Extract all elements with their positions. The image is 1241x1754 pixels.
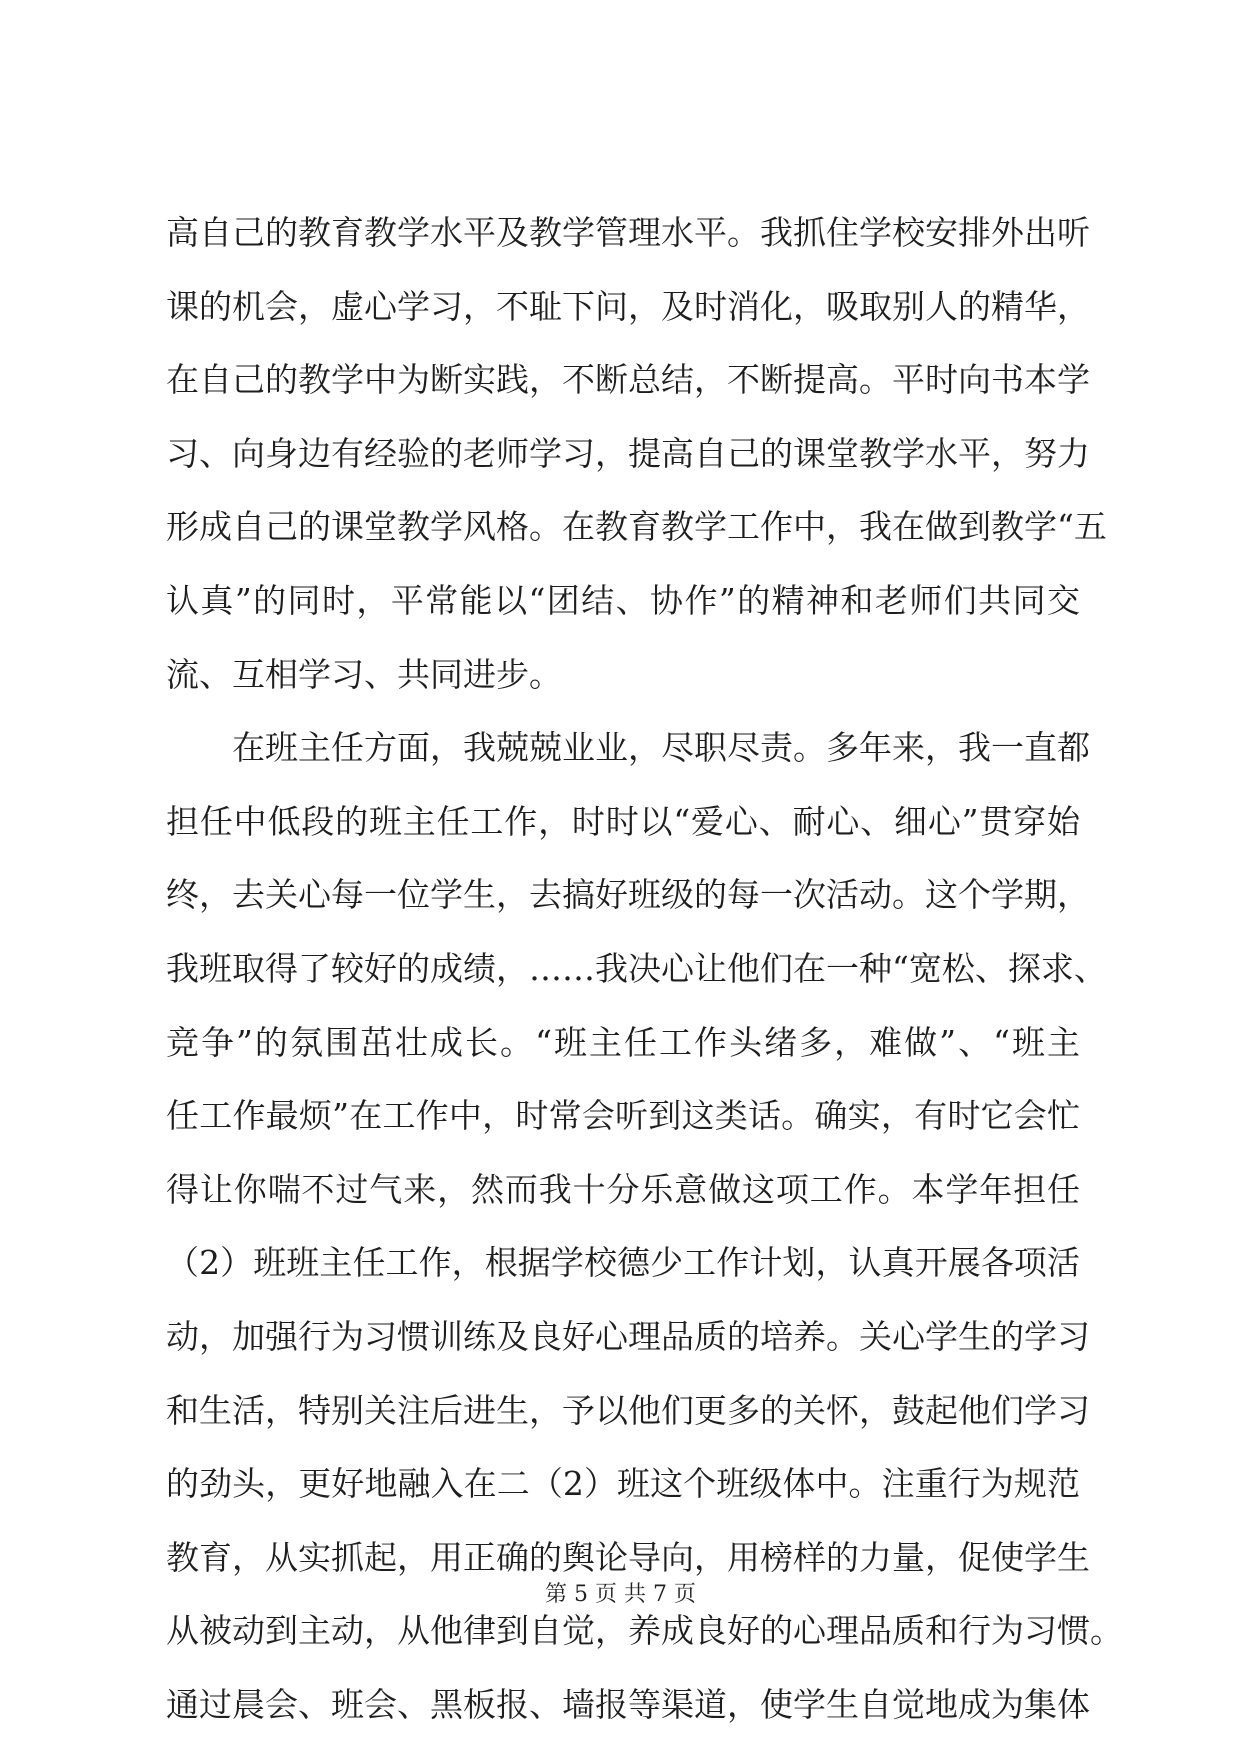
- text-line: 课的机会，虚心学习，不耻下问，及时消化，吸取别人的精华，: [166, 286, 1090, 326]
- text-line: 任工作最烦”在工作中，时常会听到这类话。确实，有时它会忙: [166, 1096, 1080, 1136]
- text-line: 从被动到主动，从他律到自觉，养成良好的心理品质和行为习惯。: [166, 1611, 1123, 1651]
- text-line: 担任中低段的班主任工作，时时以“爱心、耐心、细心”贯穿始: [166, 801, 1080, 841]
- text-line: 的劲头，更好地融入在二（2）班这个班级体中。注重行为规范: [166, 1464, 1080, 1504]
- text-line: 得让你喘不过气来，然而我十分乐意做这项工作。本学年担任: [166, 1169, 1080, 1209]
- body-text: [166, 196, 1123, 1741]
- text-line: 竞争”的氛围茁壮成长。“班主任工作头绪多，难做”、“班主: [166, 1022, 1080, 1062]
- text-line: 终，去关心每一位学生，去搞好班级的每一次活动。这个学期，: [166, 875, 1090, 915]
- text-line: 形成自己的课堂教学风格。在教育教学工作中，我在做到教学“五: [166, 507, 1107, 547]
- text-line: 习、向身边有经验的老师学习，提高自己的课堂教学水平，努力: [166, 433, 1090, 473]
- text-line: 我班取得了较好的成绩，……我决心让他们在一种“宽松、探求、: [166, 948, 1107, 988]
- text-line: 在班主任方面，我兢兢业业，尽职尽责。多年来，我一直都: [166, 728, 1090, 768]
- text-line: 教育，从实抓起，用正确的舆论导向，用榜样的力量，促使学生: [166, 1537, 1090, 1577]
- text-line: 认真”的同时，平常能以“团结、协作”的精神和老师们共同交: [166, 580, 1080, 620]
- page-footer: [0, 1580, 1241, 1610]
- text-line: 动，加强行为习惯训练及良好心理品质的培养。关心学生的学习: [166, 1316, 1090, 1356]
- text-line: （2）班班主任工作，根据学校德少工作计划，认真开展各项活: [166, 1243, 1080, 1283]
- text-line: 高自己的教育教学水平及教学管理水平。我抓住学校安排外出听: [166, 213, 1090, 252]
- text-line: 在自己的教学中为断实践，不断总结，不断提高。平时向书本学: [166, 360, 1090, 400]
- page-number: 第 5 页 共 7 页: [545, 1582, 696, 1607]
- text-line: 和生活，特别关注后进生，予以他们更多的关怀，鼓起他们学习: [166, 1390, 1090, 1430]
- text-line: 流、互相学习、共同进步。: [166, 654, 562, 694]
- text-line: 通过晨会、班会、黑板报、墙报等渠道，使学生自觉地成为集体: [166, 1684, 1090, 1724]
